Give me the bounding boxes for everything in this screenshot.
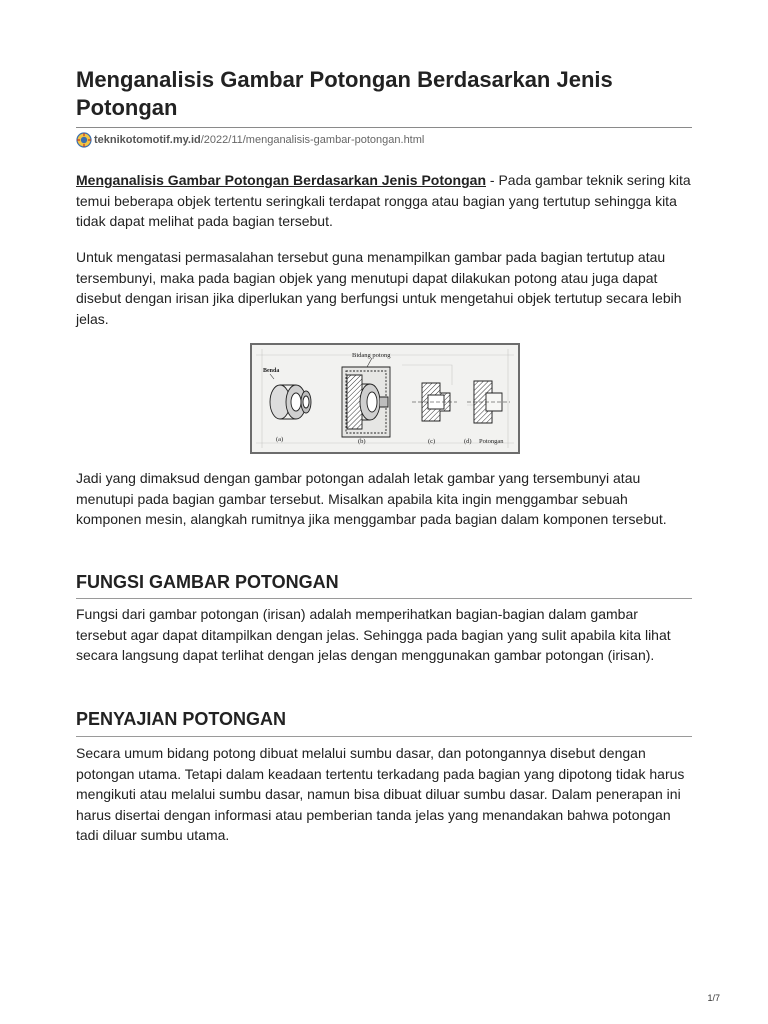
paragraph-3: Jadi yang dimaksud dengan gambar potongan adalah letak gambar yang tersembunyi atau menutupi pada bagian gambar tersebut. Misalkan apabila kita ingin menggambar sebuah komponen mesin, alangkah rumitnya jika menggambar pada bagian dalam komponen tersebut. bbox=[76, 470, 667, 527]
intro-paragraph bbox=[76, 170, 692, 232]
label-b: (b) bbox=[358, 438, 366, 445]
label-benda: Benda bbox=[263, 368, 280, 374]
drawing-c bbox=[412, 383, 457, 421]
page-indicator: 1/7 bbox=[707, 993, 720, 1003]
title-divider bbox=[76, 127, 692, 128]
drawing-d bbox=[467, 381, 510, 423]
label-potongan: Potongan bbox=[479, 438, 504, 445]
label-bidang-potong: Bidang potong bbox=[352, 352, 391, 359]
section-penyajian-text: Secara umum bidang potong dibuat melalui sumbu dasar, dan potongannya disebut dengan potongan utama. Tetapi dalam keadaan tertentu terkadang pada bagian yang dipotong tidak harus mengikuti atau melalui sumbu dasar, namun bisa dibuat diluar sumbu dasar. Dalam penerapan ini harus disertai dengan informasi atau pemberian tanda jelas yang menandakan bahwa potongan tadi diluar sumbu utama. bbox=[76, 745, 685, 843]
source-line bbox=[76, 132, 424, 148]
label-c: (c) bbox=[428, 438, 436, 445]
page-title: Menganalisis Gambar Potongan Berdasarkan Jenis Potongan bbox=[76, 67, 613, 120]
section-heading-fungsi: FUNGSI GAMBAR POTONGAN bbox=[76, 572, 339, 592]
label-a: (a) bbox=[276, 436, 284, 443]
site-logo-icon bbox=[76, 132, 92, 148]
paragraph-2: Untuk mengatasi permasalahan tersebut guna menampilkan gambar pada bagian tertutup atau tersembunyi, maka pada bagian objek yang menutupi dapat dilakukan potong atau juga dapat disebut dengan irisan jika diperlukan yang berfungsi untuk mengetahui objek tertutup secara lebih jelas. bbox=[76, 249, 682, 327]
source-domain-link[interactable]: teknikotomotif.my.id bbox=[94, 134, 201, 146]
label-d: (d) bbox=[464, 438, 472, 445]
section-heading-penyajian: PENYAJIAN POTONGAN bbox=[76, 709, 287, 729]
section-divider-penyajian bbox=[76, 736, 692, 737]
intro-link[interactable]: Menganalisis Gambar Potongan Berdasarkan Jenis Potongan bbox=[76, 172, 486, 188]
intro-text: - Pada gambar teknik sering kita temui beberapa objek tertentu seringkali terdapat rongga atau bagian yang tertutup sehingga kita tidak dapat melihat pada bagian tersebut. bbox=[76, 172, 691, 229]
drawing-b bbox=[342, 367, 390, 437]
drawing-a bbox=[270, 385, 311, 419]
section-fungsi-text: Fungsi dari gambar potongan (irisan) adalah memperihatkan bagian-bagian dalam gambar tersebut agar dapat ditampilkan dengan jelas. Sehingga pada bagian yang sulit apabila kita lihat secara langsung dapat terlihat dengan jelas dengan menggunakan gambar potongan (irisan). bbox=[76, 606, 671, 663]
section-illustration bbox=[250, 343, 520, 454]
source-path: /2022/11/menganalisis-gambar-potongan.html bbox=[200, 134, 425, 146]
section-divider-fungsi bbox=[76, 598, 692, 599]
